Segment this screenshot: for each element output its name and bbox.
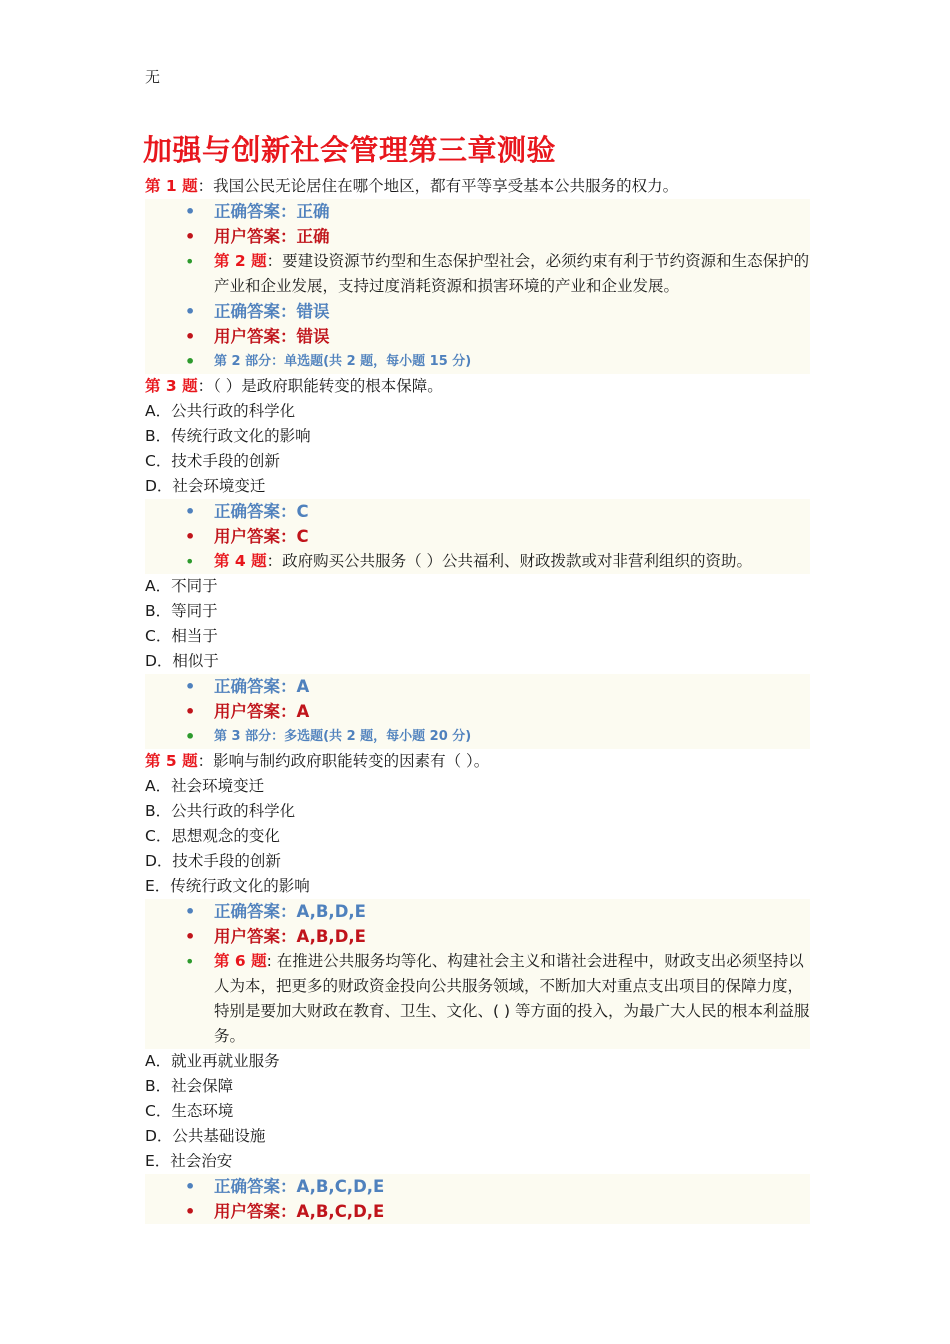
option: C．思想观念的变化	[145, 827, 280, 845]
user-answer-text: 用户答案：A,B,D,E	[214, 927, 366, 946]
bullet-icon: •	[185, 302, 196, 321]
correct-answer-text: 正确答案：A,B,D,E	[214, 902, 366, 921]
bullet-icon: •	[185, 227, 196, 246]
question-2	[145, 249, 810, 299]
bullet-icon: •	[185, 252, 195, 271]
option: B．等同于	[145, 602, 218, 620]
section-heading-text: 第 3 部分：多选题(共 2 题，每小题 20 分)	[214, 729, 472, 744]
option: A．不同于	[145, 577, 218, 595]
option: D．技术手段的创新	[145, 852, 281, 870]
question-5	[145, 749, 810, 774]
user-answer	[145, 524, 810, 549]
bullet-icon: •	[185, 902, 196, 921]
question-text: : 在推进公共服务均等化、构建社会主义和谐社会进程中，财政支出必须坚持以人为本，把更多的财政资金投向公共服务领域，不断加大对重点支出项目的保障力度，特别是要加大财政在教育、卫生、文化、( ) 等方面的投入，为最广大人民的根本利益服务。	[214, 952, 810, 1045]
question-text: ：政府购买公共服务（ ）公共福利、财政拨款或对非营利组织的资助。	[266, 552, 753, 570]
user-answer-text: 用户答案：A	[214, 702, 310, 721]
option: D．社会环境变迁	[145, 477, 266, 495]
user-answer	[145, 324, 810, 349]
question-text: ：影响与制约政府职能转变的因素有（ ）。	[197, 752, 490, 770]
bullet-icon: •	[185, 1202, 196, 1221]
correct-answer-text: 正确答案：A,B,C,D,E	[214, 1177, 385, 1196]
bullet-icon: •	[185, 327, 196, 346]
correct-answer-text: 正确答案：A	[214, 677, 310, 696]
option: D．公共基础设施	[145, 1127, 266, 1145]
option: E．社会治安	[145, 1152, 233, 1170]
bullet-icon: •	[185, 1177, 196, 1196]
bullet-icon: •	[185, 552, 195, 571]
user-answer-text: 用户答案：错误	[214, 327, 330, 346]
question-text: ：要建设资源节约型和生态保护型社会，必须约束有利于节约资源和生态保护的产业和企业发展，支持过度消耗资源和损害环境的产业和企业发展。	[214, 252, 810, 295]
option: C．相当于	[145, 627, 218, 645]
bullet-icon: •	[185, 702, 196, 721]
section-heading	[145, 349, 810, 374]
option: C．生态环境	[145, 1102, 234, 1120]
option: E．传统行政文化的影响	[145, 877, 310, 895]
question-number: 第 4 题	[214, 552, 267, 570]
correct-answer	[145, 674, 810, 699]
correct-answer	[145, 199, 810, 224]
user-answer-text: 用户答案：C	[214, 527, 309, 546]
correct-answer-text: 正确答案：错误	[214, 302, 330, 321]
option: C．技术手段的创新	[145, 452, 280, 470]
user-answer	[145, 924, 810, 949]
question-number: 第 3 题	[145, 377, 198, 395]
user-answer-text: 用户答案：A,B,C,D,E	[214, 1202, 385, 1221]
question-3	[145, 374, 810, 399]
quiz-content	[145, 174, 810, 1224]
question-number: 第 6 题	[214, 952, 267, 970]
correct-answer-text: 正确答案：C	[214, 502, 309, 521]
section-heading-text: 第 2 部分：单选题(共 2 题，每小题 15 分)	[214, 354, 472, 369]
bullet-icon: •	[185, 502, 196, 521]
header-note: 无	[145, 68, 161, 86]
question-6	[145, 949, 810, 1049]
option: D．相似于	[145, 652, 219, 670]
question-text: ：我国公民无论居住在哪个地区，都有平等享受基本公共服务的权力。	[197, 177, 679, 195]
question-text: ：（ ）是政府职能转变的根本保障。	[197, 377, 443, 395]
option: A．社会环境变迁	[145, 777, 265, 795]
correct-answer	[145, 1174, 810, 1199]
option: B．社会保障	[145, 1077, 234, 1095]
option: A．公共行政的科学化	[145, 402, 296, 420]
bullet-icon: •	[185, 927, 196, 946]
bullet-icon: •	[185, 202, 196, 221]
correct-answer-text: 正确答案：正确	[214, 202, 330, 221]
option: B．传统行政文化的影响	[145, 427, 311, 445]
question-1	[145, 174, 810, 199]
correct-answer	[145, 299, 810, 324]
user-answer	[145, 224, 810, 249]
correct-answer	[145, 899, 810, 924]
section-heading	[145, 724, 810, 749]
question-number: 第 1 题	[145, 177, 198, 195]
question-number: 第 5 题	[145, 752, 198, 770]
user-answer	[145, 699, 810, 724]
option: A．就业再就业服务	[145, 1052, 280, 1070]
option: B．公共行政的科学化	[145, 802, 296, 820]
page-title: 加强与创新社会管理第三章测验	[143, 133, 557, 167]
question-4	[145, 549, 810, 574]
bullet-icon: •	[185, 727, 196, 746]
user-answer-text: 用户答案：正确	[214, 227, 330, 246]
question-number: 第 2 题	[214, 252, 267, 270]
bullet-icon: •	[185, 352, 196, 371]
correct-answer	[145, 499, 810, 524]
user-answer	[145, 1199, 810, 1224]
bullet-icon: •	[185, 677, 196, 696]
bullet-icon: •	[185, 952, 195, 971]
bullet-icon: •	[185, 527, 196, 546]
